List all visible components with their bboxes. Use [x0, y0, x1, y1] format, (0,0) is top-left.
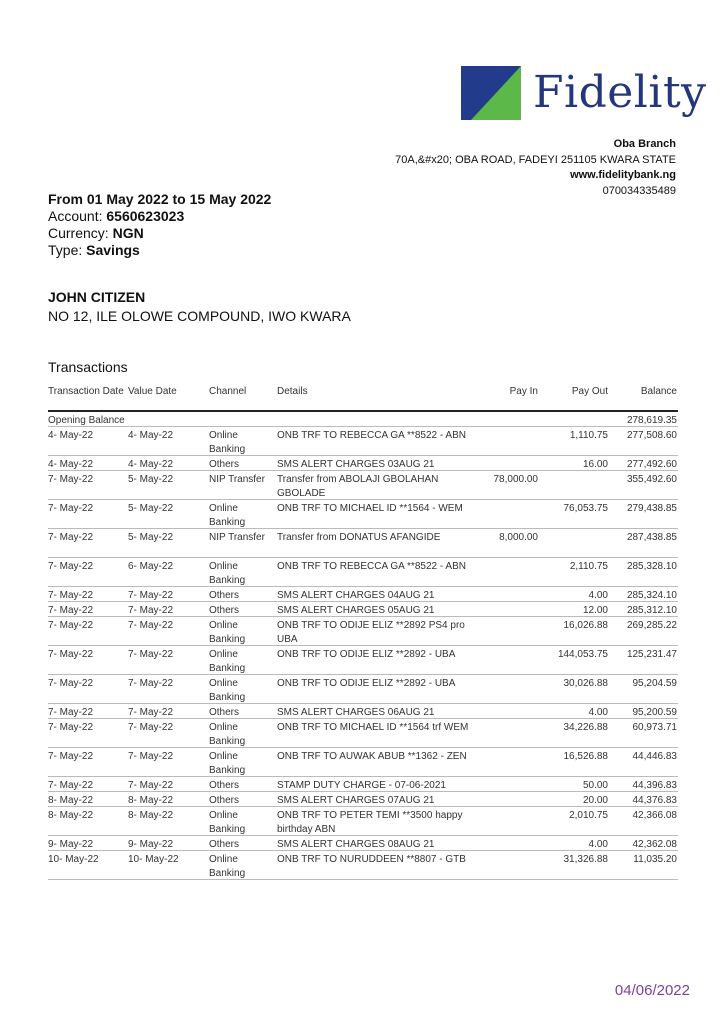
- cell-channel: NIP Transfer: [209, 532, 265, 543]
- table-row: [48, 471, 678, 500]
- cell-pay-out: 2,110.75: [569, 561, 608, 572]
- cell-details: ONB TRF TO ODIJE ELIZ **2892 PS4 pro UBA: [277, 620, 465, 645]
- cell-transaction-date: 8- May-22: [48, 795, 94, 806]
- cell-pay-in: 78,000.00: [493, 474, 538, 485]
- cell-value-date: 7- May-22: [128, 649, 174, 660]
- cell-balance: 11,035.20: [633, 854, 677, 865]
- cell-balance: 42,362.08: [632, 839, 677, 850]
- cell-transaction-date: 7- May-22: [48, 722, 94, 733]
- branch-website: www.fidelitybank.ng: [570, 169, 676, 181]
- cell-balance: 42,366.08: [632, 810, 677, 821]
- cell-channel: Others: [209, 590, 240, 601]
- cell-value-date: 7- May-22: [128, 620, 174, 631]
- cell-pay-out: 16.00: [582, 459, 608, 470]
- statement-currency: [48, 225, 271, 242]
- cell-value-date: 7- May-22: [128, 605, 174, 616]
- currency-label: Currency:: [48, 225, 113, 241]
- cell-details: SMS ALERT CHARGES 06AUG 21: [277, 707, 435, 718]
- cell-pay-in: 8,000.00: [499, 532, 538, 543]
- cell-value-date: 4- May-22: [128, 459, 174, 470]
- cell-channel: Online Banking: [209, 503, 246, 528]
- account-label: Account:: [48, 208, 107, 224]
- cell-value-date: 10- May-22: [128, 854, 179, 865]
- cell-transaction-date: 7- May-22: [48, 780, 94, 791]
- cell-channel: Others: [209, 795, 240, 806]
- cell-details: ONB TRF TO PETER TEMI **3500 happy birthday ABN: [277, 810, 463, 835]
- cell-value-date: 7- May-22: [128, 590, 174, 601]
- table-row: [48, 456, 678, 471]
- cell-channel: Online Banking: [209, 854, 246, 879]
- cell-pay-out: 144,053.75: [557, 649, 608, 660]
- cell-balance: 285,312.10: [626, 605, 677, 616]
- cell-transaction-date: 7- May-22: [48, 590, 94, 601]
- cell-value-date: 4- May-22: [128, 430, 174, 441]
- cell-channel: Online Banking: [209, 678, 246, 703]
- account-holder: [48, 288, 351, 326]
- cell-balance: 44,376.83: [632, 795, 677, 806]
- cell-transaction-date: 7- May-22: [48, 751, 94, 762]
- cell-transaction-date: 9- May-22: [48, 839, 94, 850]
- cell-details: ONB TRF TO REBECCA GA **8522 - ABN: [277, 561, 466, 572]
- col-transaction-date: Transaction Date: [48, 386, 124, 397]
- cell-balance: 279,438.85: [626, 503, 677, 514]
- account-number: 6560623023: [106, 208, 185, 224]
- cell-pay-out: 4.00: [588, 839, 608, 850]
- table-row: [48, 602, 678, 617]
- cell-channel: Online Banking: [209, 751, 246, 776]
- opening-balance-label: Opening Balance: [48, 415, 125, 426]
- cell-balance: 285,324.10: [626, 590, 677, 601]
- cell-channel: Others: [209, 707, 240, 718]
- cell-pay-out: 30,026.88: [563, 678, 608, 689]
- table-row: [48, 587, 678, 602]
- cell-channel: Others: [209, 459, 240, 470]
- cell-details: ONB TRF TO REBECCA GA **8522 - ABN: [277, 430, 466, 441]
- opening-balance-value: 278,619.35: [626, 415, 677, 426]
- currency-value: NGN: [112, 225, 144, 241]
- cell-balance: 277,508.60: [626, 430, 677, 441]
- cell-transaction-date: 7- May-22: [48, 678, 94, 689]
- branch-address: 70A,&#x20; OBA ROAD, FADEYI 251105 KWARA STATE: [395, 153, 676, 166]
- cell-channel: Online Banking: [209, 649, 246, 674]
- transaction-rows: [48, 427, 678, 880]
- cell-transaction-date: 4- May-22: [48, 430, 94, 441]
- col-value-date: Value Date: [128, 386, 177, 397]
- cell-value-date: 5- May-22: [128, 474, 174, 485]
- cell-transaction-date: 7- May-22: [48, 649, 94, 660]
- col-channel: Channel: [209, 386, 247, 397]
- table-row: [48, 500, 678, 529]
- cell-value-date: 8- May-22: [128, 810, 174, 821]
- table-row: [48, 719, 678, 748]
- statement-period: From 01 May 2022 to 15 May 2022: [48, 191, 272, 207]
- type-label: Type:: [48, 242, 87, 258]
- cell-value-date: 7- May-22: [128, 751, 174, 762]
- cell-pay-out: 2,010.75: [569, 810, 608, 821]
- branch-info: [395, 137, 676, 199]
- cell-channel: NIP Transfer: [209, 474, 265, 485]
- cell-value-date: 5- May-22: [128, 503, 174, 514]
- cell-transaction-date: 4- May-22: [48, 459, 94, 470]
- cell-balance: 60,973.71: [632, 722, 677, 733]
- table-row: [48, 646, 678, 675]
- cell-transaction-date: 7- May-22: [48, 620, 94, 631]
- fidelity-logo-mark-icon: [461, 66, 521, 120]
- table-row: [48, 851, 678, 880]
- statement-account: [48, 208, 271, 225]
- cell-channel: Online Banking: [209, 561, 246, 586]
- cell-value-date: 7- May-22: [128, 780, 174, 791]
- cell-balance: 287,438.85: [626, 532, 677, 543]
- branch-phone: 070034335489: [602, 184, 676, 197]
- cell-channel: Online Banking: [209, 430, 246, 455]
- cell-details: ONB TRF TO NURUDDEEN **8807 - GTB: [277, 854, 466, 865]
- cell-value-date: 7- May-22: [128, 707, 174, 718]
- table-header: [48, 383, 678, 412]
- transactions-table: [48, 383, 678, 880]
- cell-balance: 95,204.59: [632, 678, 677, 689]
- cell-details: ONB TRF TO MICHAEL ID **1564 - WEM: [277, 503, 463, 514]
- cell-transaction-date: 7- May-22: [48, 474, 94, 485]
- statement-type: [48, 242, 271, 259]
- cell-value-date: 6- May-22: [128, 561, 174, 572]
- cell-balance: 269,285.22: [626, 620, 677, 631]
- table-row: [48, 427, 678, 456]
- col-pay-out: Pay Out: [571, 386, 608, 397]
- cell-transaction-date: 7- May-22: [48, 532, 94, 543]
- cell-details: Transfer from ABOLAJI GBOLAHAN GBOLADE: [277, 474, 439, 499]
- cell-pay-out: 16,026.88: [563, 620, 608, 631]
- cell-pay-out: 4.00: [588, 590, 608, 601]
- cell-value-date: 8- May-22: [128, 795, 174, 806]
- cell-value-date: 7- May-22: [128, 678, 174, 689]
- cell-channel: Others: [209, 605, 240, 616]
- cell-transaction-date: 7- May-22: [48, 503, 94, 514]
- cell-pay-out: 12.00: [582, 605, 608, 616]
- cell-balance: 277,492.60: [626, 459, 677, 470]
- cell-transaction-date: 7- May-22: [48, 561, 94, 572]
- table-row: [48, 777, 678, 792]
- brand-name: Fidelity: [533, 67, 707, 118]
- cell-pay-out: 76,053.75: [563, 503, 608, 514]
- branch-name: Oba Branch: [613, 138, 676, 150]
- col-balance: Balance: [640, 386, 677, 397]
- cell-pay-out: 31,326.88: [563, 854, 608, 865]
- cell-channel: Others: [209, 839, 240, 850]
- cell-balance: 285,328.10: [626, 561, 677, 572]
- cell-channel: Online Banking: [209, 722, 246, 747]
- col-pay-in: Pay In: [509, 386, 538, 397]
- cell-transaction-date: 8- May-22: [48, 810, 94, 821]
- cell-balance: 95,200.59: [632, 707, 677, 718]
- cell-channel: Others: [209, 780, 240, 791]
- cell-pay-out: 1,110.75: [569, 430, 608, 441]
- table-row: [48, 529, 678, 558]
- cell-details: ONB TRF TO AUWAK ABUB **1362 - ZEN: [277, 751, 467, 762]
- cell-pay-out: 4.00: [588, 707, 608, 718]
- cell-details: SMS ALERT CHARGES 04AUG 21: [277, 590, 435, 601]
- table-row: [48, 836, 678, 851]
- cell-details: SMS ALERT CHARGES 05AUG 21: [277, 605, 435, 616]
- transactions-title: Transactions: [48, 359, 128, 375]
- holder-name: JOHN CITIZEN: [48, 289, 146, 305]
- cell-transaction-date: 7- May-22: [48, 707, 94, 718]
- cell-channel: Online Banking: [209, 810, 246, 835]
- cell-transaction-date: 10- May-22: [48, 854, 99, 865]
- cell-pay-out: 50.00: [582, 780, 608, 791]
- cell-value-date: 7- May-22: [128, 722, 174, 733]
- cell-transaction-date: 7- May-22: [48, 605, 94, 616]
- table-row: [48, 704, 678, 719]
- cell-pay-out: 34,226.88: [563, 722, 608, 733]
- cell-details: ONB TRF TO MICHAEL ID **1564 trf WEM: [277, 722, 469, 733]
- table-row: [48, 617, 678, 646]
- cell-value-date: 5- May-22: [128, 532, 174, 543]
- table-row: [48, 748, 678, 777]
- cell-details: SMS ALERT CHARGES 03AUG 21: [277, 459, 435, 470]
- table-row: [48, 792, 678, 807]
- holder-address: NO 12, ILE OLOWE COMPOUND, IWO KWARA: [48, 308, 351, 324]
- cell-details: SMS ALERT CHARGES 07AUG 21: [277, 795, 435, 806]
- table-row: [48, 675, 678, 704]
- cell-balance: 44,396.83: [632, 780, 677, 791]
- fidelity-logo: [461, 66, 707, 122]
- col-details: Details: [277, 386, 308, 397]
- opening-balance-row: [48, 412, 678, 427]
- cell-pay-out: 16,526.88: [563, 751, 608, 762]
- cell-details: ONB TRF TO ODIJE ELIZ **2892 - UBA: [277, 678, 456, 689]
- type-value: Savings: [86, 242, 140, 258]
- statement-info: [48, 191, 271, 259]
- cell-balance: 355,492.60: [626, 474, 677, 485]
- table-row: [48, 807, 678, 836]
- cell-details: STAMP DUTY CHARGE - 07-06-2021: [277, 780, 446, 791]
- footer-date: 04/06/2022: [614, 982, 690, 999]
- table-row: [48, 558, 678, 587]
- cell-details: Transfer from DONATUS AFANGIDE: [277, 532, 441, 543]
- cell-channel: Online Banking: [209, 620, 246, 645]
- cell-value-date: 9- May-22: [128, 839, 174, 850]
- cell-balance: 125,231.47: [626, 649, 677, 660]
- cell-balance: 44,446.83: [632, 751, 677, 762]
- cell-details: ONB TRF TO ODIJE ELIZ **2892 - UBA: [277, 649, 456, 660]
- cell-pay-out: 20.00: [582, 795, 608, 806]
- cell-details: SMS ALERT CHARGES 08AUG 21: [277, 839, 435, 850]
